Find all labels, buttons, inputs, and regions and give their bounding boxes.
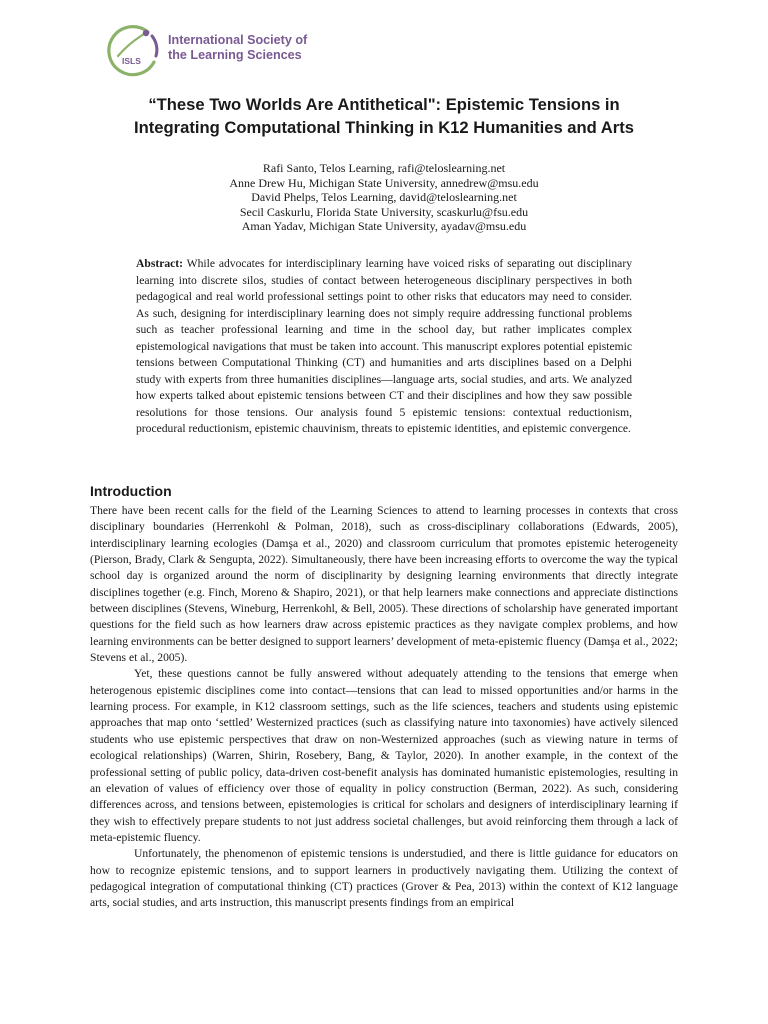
logo-mark-text: ISLS xyxy=(122,56,141,66)
author-line: Rafi Santo, Telos Learning, rafi@teloslearning.net xyxy=(262,161,506,175)
abstract-text: While advocates for interdisciplinary learning have voiced risks of separating out disciplinary learning into discrete silos, studies of contact between heterogeneous disciplinary perspectives in both pedagogical and real world professional settings point to other risks that educators may need to consider. As such, designing for interdisciplinary learning does not simply require addressing functional problems such as teacher professional learning and time in the school day, but rather implicates complex epistemological navigations that must be taken into account. This manuscript explores potential epistemic tensions between Computational Thinking (CT) and humanities and arts disciplines based on a Delphi study with experts from three humanities disciplines—language arts, social studies, and arts. We analyzed how experts talked about epistemic tensions between CT and their disciplines and how they saw possible resolutions for those tensions. Our analysis found 5 epistemic tensions: contextual reductionism, procedural reductionism, epistemic chauvinism, threats to epistemic identities, and epistemic convergence. xyxy=(136,257,632,435)
body-paragraph: Yet, these questions cannot be fully answered without adequately attending to the tensions that emerge when heterogenous epistemic disciplines come into contact—tensions that can lead to missed opportunities and/or harms in the learning process. For example, in K12 classroom settings, such as the life sciences, teachers and students using epistemic approaches that map onto ‘settled’ Westernized practices (such as classifying nature into taxonomies) have actively silenced students who use epistemic perspectives that draw on non-Westernized approaches (such as viewing nature in terms of ecological relationships) (Warren, Shirin, Rosebery, Bang, & Taylor, 2020). In another example, in the context of the professional setting of public policy, data-driven cost-benefit analysis has dominated humanistic epistemologies, resulting in an elevation of values of efficiency over those of equality in policy construction (Berman, 2022). As such, considering differences across, and tensions between, epistemologies is critical for scholars and designers of interdisciplinary learning if they wish to effectively prepare students to not just address societal challenges, but avoid reinforcing them through a lack of meta-epistemic fluency. xyxy=(90,667,678,844)
author-line: Aman Yadav, Michigan State University, ayadav@msu.edu xyxy=(241,219,527,233)
abstract xyxy=(136,256,632,438)
body-paragraph: There have been recent calls for the field of the Learning Sciences to attend to learning processes in contexts that cross disciplinary boundaries (Herrenkohl & Polman, 2018), such as cross-disciplinary collaborations (Edwards, 2005), interdisciplinary learning ecologies (Damşa et al., 2020) and classroom curriculum that promotes epistemic heterogeneity (Pierson, Brady, Clark & Sengupta, 2022). Simultaneously, there have been increasing efforts to overcome the way the typical school day is organized around the norm of disciplinarity by designing learning environments that directly integrate disciplines together (e.g. Finch, Moreno & Shapiro, 2021), or that help learners make connections and appreciate distinctions between disciplines (Stevens, Wineburg, Herrenkohl, & Bell, 2005). These directions of scholarship have generated important questions for the field such as how learners draw across epistemic practices as they navigate complex problems, and how learning environments can be better designed to support learners’ development of meta-epistemic fluency (Damşa et al., 2022; Stevens et al., 2005). xyxy=(90,504,678,665)
logo-line-1: International Society of xyxy=(168,33,308,47)
author-line: Anne Drew Hu, Michigan State University, annedrew@msu.edu xyxy=(229,175,539,190)
section-heading-introduction: Introduction xyxy=(90,483,172,499)
logo-line-2: the Learning Sciences xyxy=(168,48,302,62)
body-paragraph: Unfortunately, the phenomenon of epistemic tensions is understudied, and there is little guidance for educators on how to recognize epistemic tensions, and to support learners in productively navigating them. Utilizing the context of pedagogical integration of computational thinking (CT) practices (Grover & Pea, 2013) within the context of K12 language arts, social studies, and arts instruction, this manuscript presents findings from an empirical xyxy=(90,847,678,910)
paper-title-line-1: “These Two Worlds Are Antithetical": Epistemic Tensions in xyxy=(148,95,620,114)
author-line: David Phelps, Telos Learning, david@teloslearning.net xyxy=(251,190,517,204)
logo-wordmark xyxy=(168,33,307,63)
introduction-body xyxy=(90,503,678,912)
author-list xyxy=(100,161,668,234)
isls-logo xyxy=(104,22,314,80)
isls-logo-mark-icon xyxy=(104,22,162,80)
paper-title-line-2: Integrating Computational Thinking in K12 Humanities and Arts xyxy=(134,118,634,137)
abstract-label: Abstract: xyxy=(136,257,184,270)
author-line: Secil Caskurlu, Florida State University, scaskurlu@fsu.edu xyxy=(239,204,529,219)
paper-title xyxy=(60,93,708,139)
